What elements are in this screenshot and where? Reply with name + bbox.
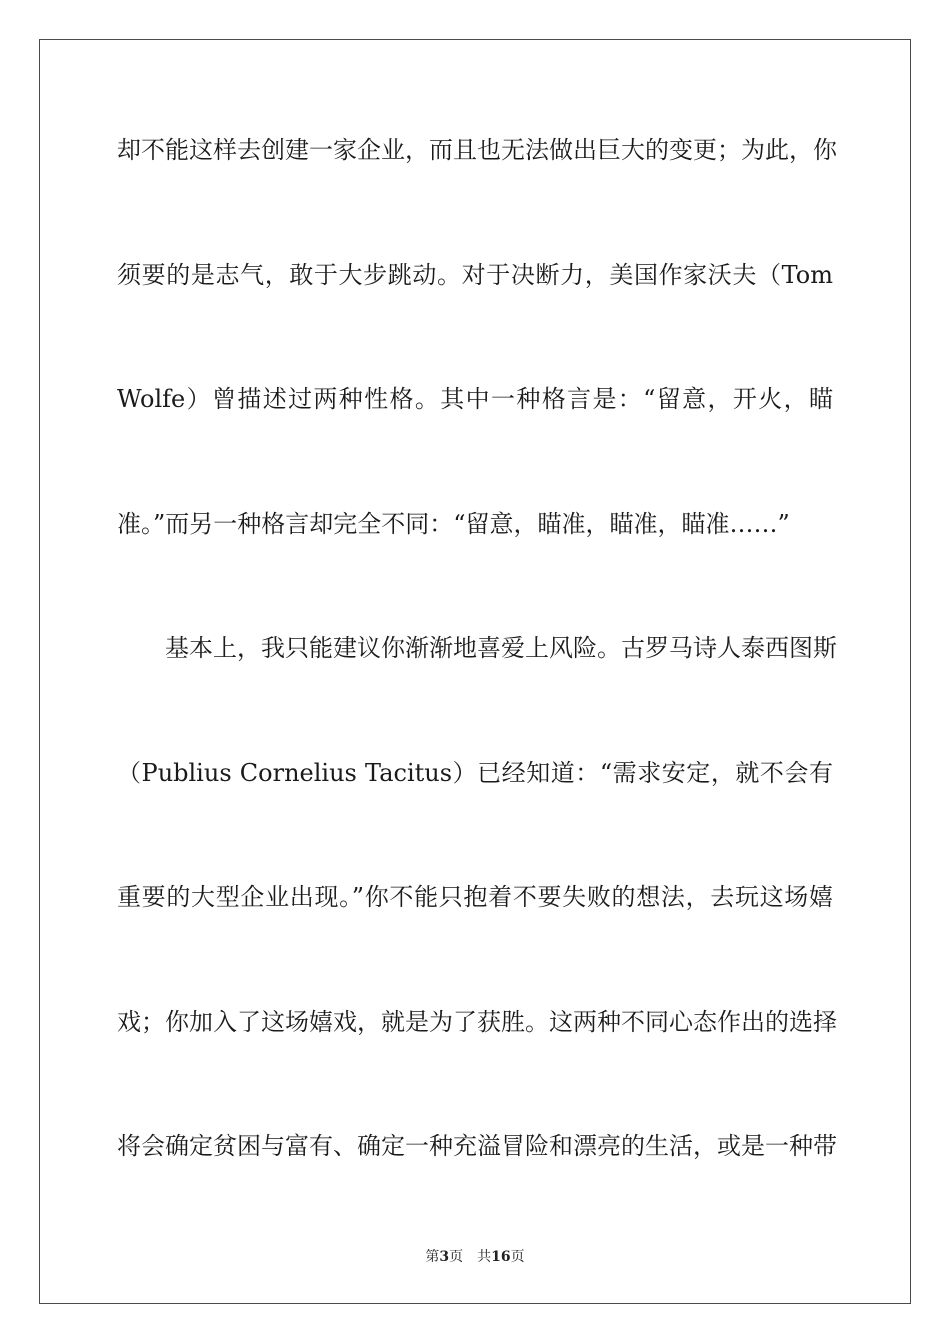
current-page-number: 3 <box>439 1249 450 1265</box>
text-line-8: 戏；你加入了这场嬉戏，就是为了获胜。这两种不同心态作出的选择 <box>117 1008 837 1036</box>
page-prefix: 第 <box>425 1249 440 1265</box>
total-page-count: 16 <box>491 1249 511 1265</box>
page-suffix: 页 <box>449 1249 464 1265</box>
text-line-4: 准。”而另一种格言却完全不同：“留意，瞄准，瞄准，瞄准……” <box>117 510 790 538</box>
text-line-2: 须要的是志气，敢于大步跳动。对于决断力，美国作家沃夫（Tom <box>117 261 833 289</box>
page-footer <box>0 1248 950 1266</box>
text-line-6: （Publius Cornelius Tacitus）已经知道：“需求安定，就不会有 <box>117 759 833 787</box>
page-border <box>39 39 911 1304</box>
text-line-3: Wolfe）曾描述过两种性格。其中一种格言是：“留意，开火，瞄 <box>117 385 833 413</box>
text-line-5: 基本上，我只能建议你渐渐地喜爱上风险。古罗马诗人泰西图斯 <box>165 634 837 662</box>
total-prefix: 共 <box>477 1249 492 1265</box>
text-line-1: 却不能这样去创建一家企业，而且也无法做出巨大的变更；为此，你 <box>117 136 837 164</box>
text-line-9: 将会确定贫困与富有、确定一种充溢冒险和漂亮的生活，或是一种带 <box>117 1132 837 1160</box>
text-line-7: 重要的大型企业出现。”你不能只抱着不要失败的想法，去玩这场嬉 <box>117 883 833 911</box>
total-suffix: 页 <box>510 1249 525 1265</box>
